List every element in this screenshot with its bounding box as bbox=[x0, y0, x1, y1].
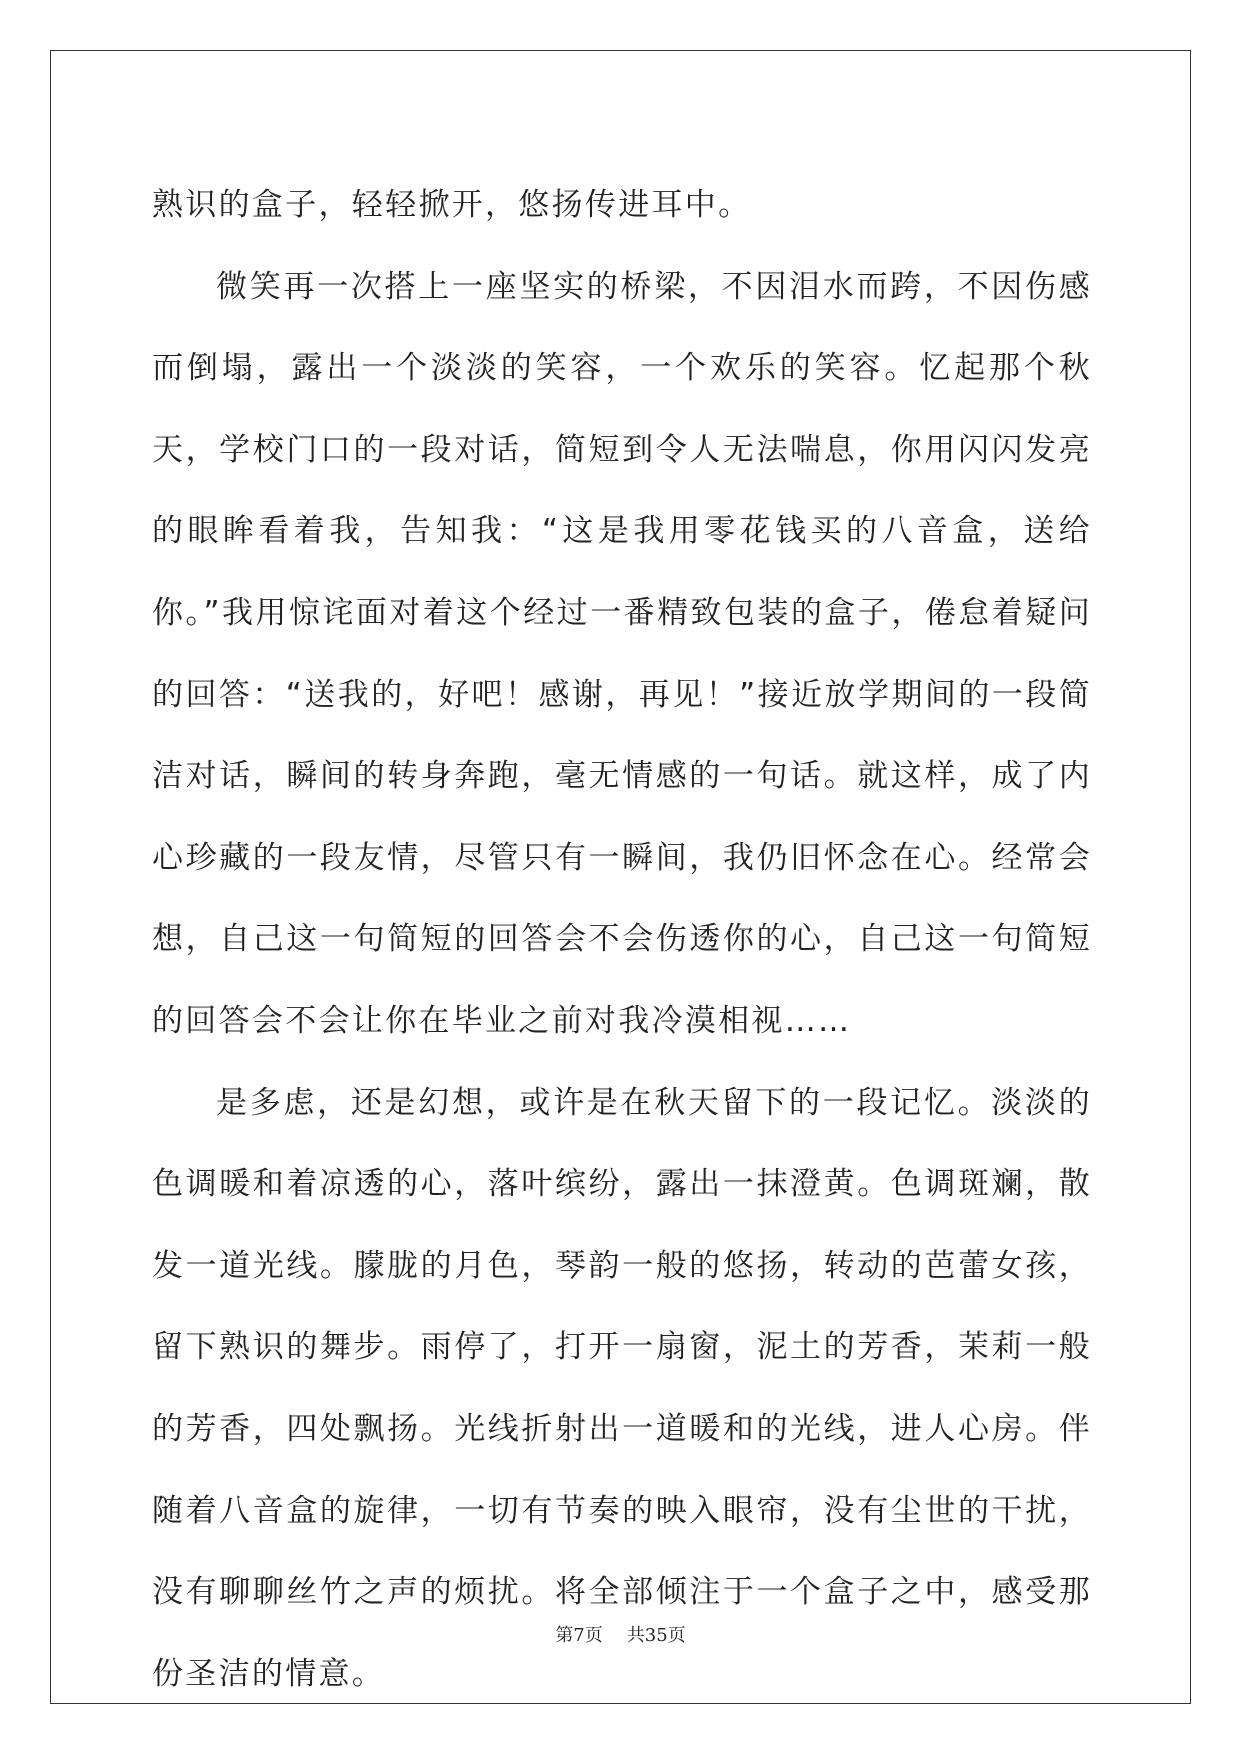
paragraph-2: 微笑再一次搭上一座坚实的桥梁，不因泪水而跨，不因伤感而倒塌，露出一个淡淡的笑容，一个欢乐的笑容。忆起那个秋天，学校门口的一段对话，简短到令人无法喘息，你用闪闪发亮的眼眸看着我，告知我：“这是我用零花钱买的八音盒，送给你。”我用惊诧面对着这个经过一番精致包装的盒子，倦怠着疑问的回答：“送我的，好吧！感谢，再见！”接近放学期间的一段简洁对话，瞬间的转身奔跑，毫无情感的一句话。就这样，成了内心珍藏的一段友情，尽管只有一瞬间，我仍旧怀念在心。经常会想，自己这一句简短的回答会不会伤透你的心，自己这一句简短的回答会不会让你在毕业之前对我冷漠相视…… bbox=[152, 268, 1092, 1039]
page-total: 共35页 bbox=[626, 1625, 686, 1646]
page-number: 第7页 bbox=[555, 1625, 603, 1646]
page-footer bbox=[0, 1621, 1241, 1647]
paragraph-1: 熟识的盒子，轻轻掀开，悠扬传进耳中。 bbox=[152, 187, 752, 223]
document-body bbox=[152, 165, 1092, 1715]
paragraph-3: 是多虑，还是幻想，或许是在秋天留下的一段记忆。淡淡的色调暖和着凉透的心，落叶缤纷，露出一抹澄黄。色调斑斓，散发一道光线。朦胧的月色，琴韵一般的悠扬，转动的芭蕾女孩，留下熟识的舞步。雨停了，打开一扇窗，泥土的芳香，茉莉一般的芳香，四处飘扬。光线折射出一道暖和的光线，进人心房。伴随着八音盒的旋律，一切有节奏的映入眼帘，没有尘世的干扰，没有聊聊丝竹之声的烦扰。将全部倾注于一个盒子之中，感受那份圣洁的情意。 bbox=[152, 1084, 1092, 1692]
